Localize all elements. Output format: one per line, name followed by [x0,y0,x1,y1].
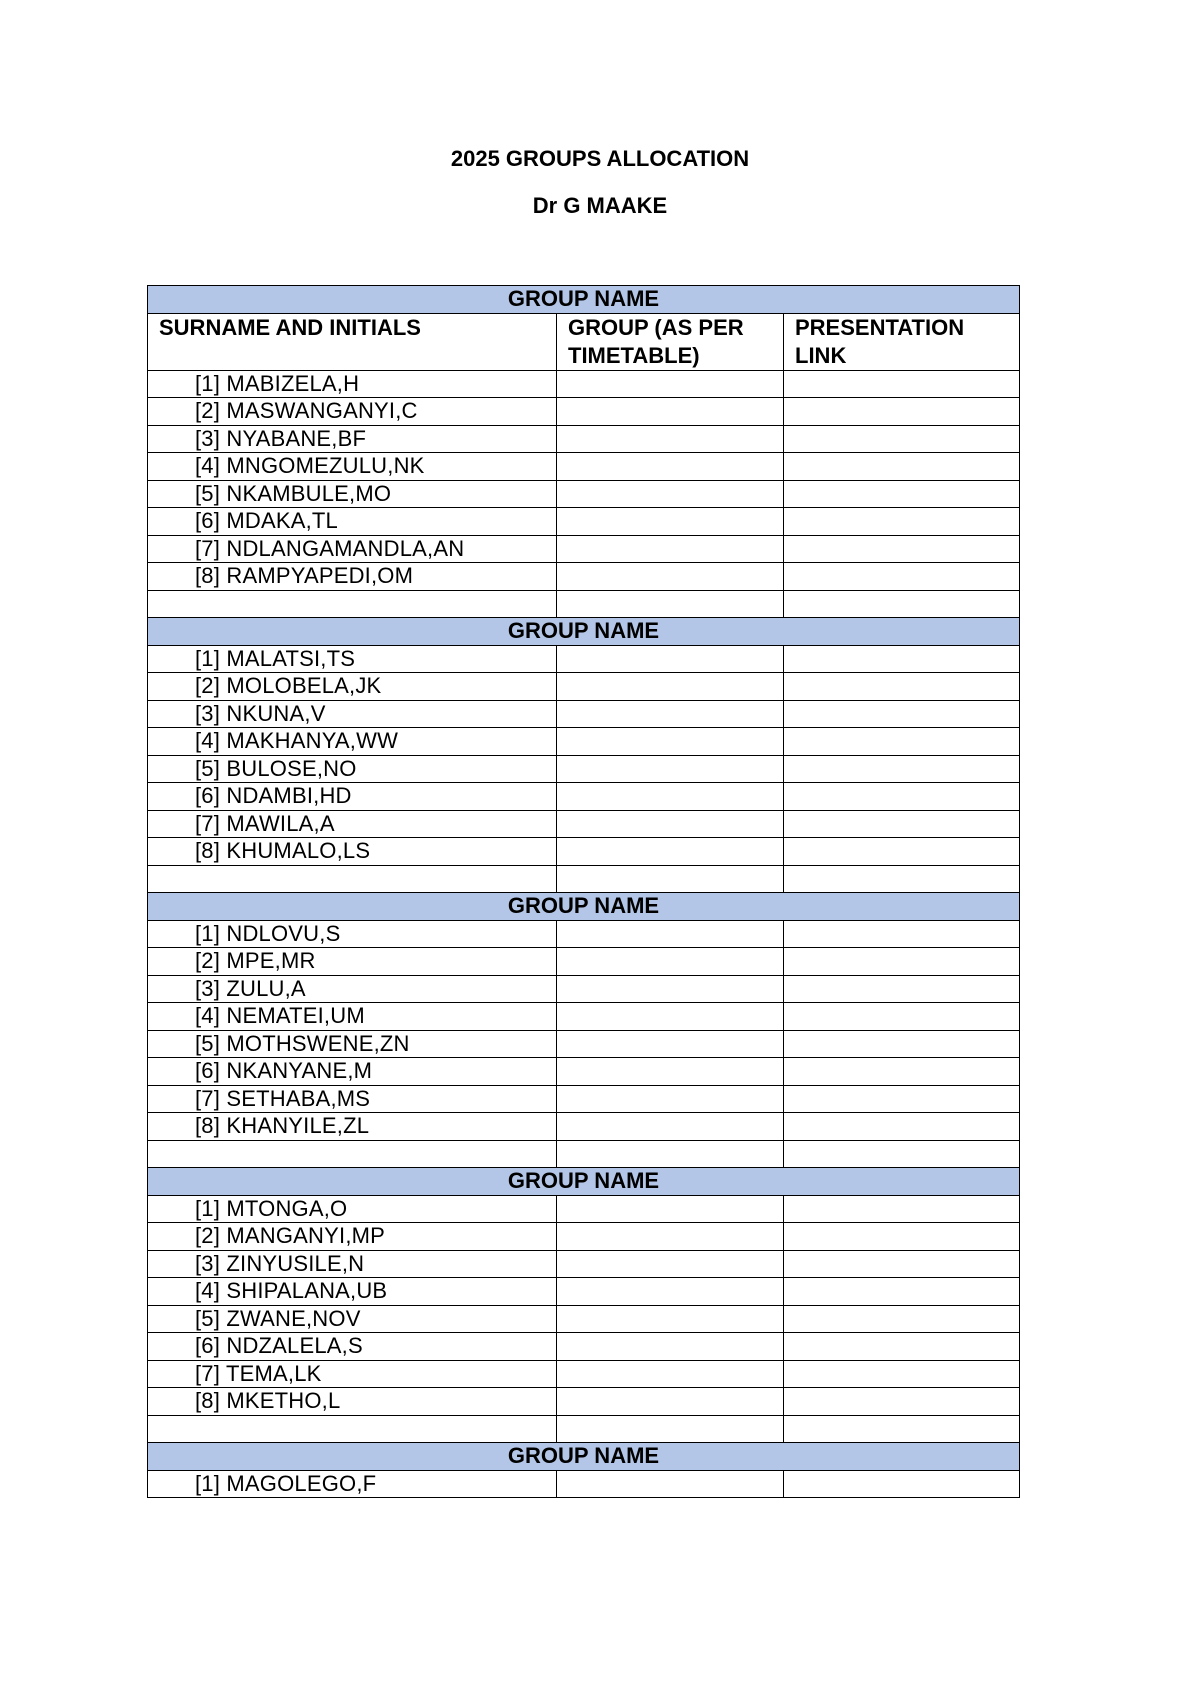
group-cell[interactable] [557,700,784,728]
empty-name-cell[interactable] [148,1140,557,1168]
presentation-link-cell[interactable] [784,1250,1020,1278]
presentation-link-cell[interactable] [784,425,1020,453]
group-cell[interactable] [557,535,784,563]
empty-link-cell[interactable] [784,590,1020,618]
table-row [148,1195,1020,1223]
member-name-cell: [4] NEMATEI,UM [148,1003,557,1031]
presentation-link-cell[interactable] [784,370,1020,398]
member-name-cell: [1] NDLOVU,S [148,920,557,948]
table-row [148,1113,1020,1141]
member-name-cell: [2] MPE,MR [148,948,557,976]
group-cell[interactable] [557,810,784,838]
group-name-label: GROUP NAME [148,1168,1020,1196]
table-row [148,1223,1020,1251]
member-name-cell: [6] MDAKA,TL [148,508,557,536]
presentation-link-cell[interactable] [784,1223,1020,1251]
empty-group-cell[interactable] [557,590,784,618]
table-row [148,1030,1020,1058]
empty-group-cell[interactable] [557,865,784,893]
table-row [148,783,1020,811]
group-cell[interactable] [557,920,784,948]
group-cell[interactable] [557,508,784,536]
empty-group-cell[interactable] [557,1415,784,1443]
group-cell[interactable] [557,563,784,591]
table-row [148,535,1020,563]
table-row [148,920,1020,948]
empty-link-cell[interactable] [784,1140,1020,1168]
empty-link-cell[interactable] [784,1415,1020,1443]
member-name-cell: [5] BULOSE,NO [148,755,557,783]
presentation-link-cell[interactable] [784,508,1020,536]
presentation-link-cell[interactable] [784,728,1020,756]
presentation-link-cell[interactable] [784,783,1020,811]
member-name-cell: [8] KHANYILE,ZL [148,1113,557,1141]
presentation-link-cell[interactable] [784,1305,1020,1333]
group-name-label: GROUP NAME [148,286,1020,314]
table-row [148,370,1020,398]
document-subtitle: Dr G MAAKE [532,193,668,218]
presentation-link-cell[interactable] [784,563,1020,591]
presentation-link-cell[interactable] [784,1003,1020,1031]
presentation-link-cell[interactable] [784,673,1020,701]
table-row [148,1003,1020,1031]
group-cell[interactable] [557,975,784,1003]
group-cell[interactable] [557,453,784,481]
group-cell[interactable] [557,370,784,398]
presentation-link-cell[interactable] [784,1113,1020,1141]
group-cell[interactable] [557,1333,784,1361]
presentation-link-cell[interactable] [784,398,1020,426]
table-row [148,453,1020,481]
presentation-link-cell[interactable] [784,453,1020,481]
presentation-link-cell[interactable] [784,1388,1020,1416]
table-row [148,398,1020,426]
table-row [148,480,1020,508]
empty-group-cell[interactable] [557,1140,784,1168]
group-cell[interactable] [557,425,784,453]
member-name-cell: [2] MASWANGANYI,C [148,398,557,426]
table-row [148,755,1020,783]
table-row [148,673,1020,701]
presentation-link-cell[interactable] [784,1058,1020,1086]
member-name-cell: [2] MOLOBELA,JK [148,673,557,701]
member-name-cell: [8] KHUMALO,LS [148,838,557,866]
table-row [148,838,1020,866]
group-cell[interactable] [557,755,784,783]
group-cell[interactable] [557,645,784,673]
surname-column-header: SURNAME AND INITIALS [148,313,557,370]
table-row [148,1388,1020,1416]
group-cell[interactable] [557,1360,784,1388]
member-name-cell: [8] RAMPYAPEDI,OM [148,563,557,591]
member-name-cell: [6] NDAMBI,HD [148,783,557,811]
group-header-row [148,286,1020,314]
group-cell[interactable] [557,398,784,426]
presentation-link-cell[interactable] [784,700,1020,728]
table-row [148,1278,1020,1306]
presentation-link-cell[interactable] [784,920,1020,948]
presentation-link-cell[interactable] [784,1030,1020,1058]
table-row [148,508,1020,536]
presentation-link-cell[interactable] [784,1360,1020,1388]
group-header-row [148,618,1020,646]
group-cell[interactable] [557,1113,784,1141]
group-header-row [148,893,1020,921]
group-cell[interactable] [557,1470,784,1498]
member-name-cell: [5] MOTHSWENE,ZN [148,1030,557,1058]
empty-name-cell[interactable] [148,590,557,618]
table-row [148,810,1020,838]
presentation-link-cell[interactable] [784,1333,1020,1361]
allocation-table-body [148,286,1020,1498]
member-name-cell: [7] MAWILA,A [148,810,557,838]
table-row [148,700,1020,728]
presentation-link-cell[interactable] [784,645,1020,673]
group-cell[interactable] [557,1030,784,1058]
empty-row [148,1140,1020,1168]
presentation-link-cell[interactable] [784,810,1020,838]
group-cell[interactable] [557,948,784,976]
table-row [148,948,1020,976]
member-name-cell: [1] MALATSI,TS [148,645,557,673]
allocation-table [147,285,1020,1498]
member-name-cell: [7] NDLANGAMANDLA,AN [148,535,557,563]
member-name-cell: [3] ZINYUSILE,N [148,1250,557,1278]
member-name-cell: [4] MNGOMEZULU,NK [148,453,557,481]
column-header-row [148,313,1020,370]
presentation-link-cell[interactable] [784,1195,1020,1223]
group-cell[interactable] [557,1250,784,1278]
member-name-cell: [3] NKUNA,V [148,700,557,728]
presentation-link-cell[interactable] [784,975,1020,1003]
group-cell[interactable] [557,838,784,866]
presentation-link-cell[interactable] [784,755,1020,783]
table-row [148,1058,1020,1086]
group-cell[interactable] [557,1278,784,1306]
table-row [148,1333,1020,1361]
table-row [148,1085,1020,1113]
group-cell[interactable] [557,1305,784,1333]
empty-row [148,590,1020,618]
member-name-cell: [5] NKAMBULE,MO [148,480,557,508]
group-cell[interactable] [557,1223,784,1251]
member-name-cell: [1] MAGOLEGO,F [148,1470,557,1498]
group-header-row [148,1168,1020,1196]
member-name-cell: [8] MKETHO,L [148,1388,557,1416]
table-row [148,1250,1020,1278]
presentation-link-cell[interactable] [784,535,1020,563]
member-name-cell: [3] NYABANE,BF [148,425,557,453]
presentation-link-column-header: PRESENTATION LINK [784,313,1020,370]
member-name-cell: [6] NDZALELA,S [148,1333,557,1361]
group-name-label: GROUP NAME [148,1443,1020,1471]
group-column-header: GROUP (AS PER TIMETABLE) [557,313,784,370]
member-name-cell: [7] SETHABA,MS [148,1085,557,1113]
table-row [148,645,1020,673]
table-row [148,563,1020,591]
member-name-cell: [2] MANGANYI,MP [148,1223,557,1251]
group-cell[interactable] [557,1388,784,1416]
group-cell[interactable] [557,480,784,508]
presentation-link-cell[interactable] [784,1278,1020,1306]
presentation-link-cell[interactable] [784,838,1020,866]
group-name-label: GROUP NAME [148,618,1020,646]
empty-name-cell[interactable] [148,1415,557,1443]
member-name-cell: [5] ZWANE,NOV [148,1305,557,1333]
presentation-link-cell[interactable] [784,948,1020,976]
group-cell[interactable] [557,1003,784,1031]
member-name-cell: [6] NKANYANE,M [148,1058,557,1086]
member-name-cell: [4] SHIPALANA,UB [148,1278,557,1306]
table-row [148,1305,1020,1333]
member-name-cell: [3] ZULU,A [148,975,557,1003]
empty-name-cell[interactable] [148,865,557,893]
presentation-link-cell[interactable] [784,1470,1020,1498]
empty-row [148,1415,1020,1443]
group-cell[interactable] [557,783,784,811]
table-row [148,1470,1020,1498]
group-name-label: GROUP NAME [148,893,1020,921]
document-title: 2025 GROUPS ALLOCATION [450,146,750,171]
table-row [148,425,1020,453]
group-header-row [148,1443,1020,1471]
group-cell[interactable] [557,1195,784,1223]
member-name-cell: [1] MABIZELA,H [148,370,557,398]
empty-link-cell[interactable] [784,865,1020,893]
group-cell[interactable] [557,1085,784,1113]
table-row [148,1360,1020,1388]
member-name-cell: [7] TEMA,LK [148,1360,557,1388]
member-name-cell: [1] MTONGA,O [148,1195,557,1223]
group-cell[interactable] [557,728,784,756]
presentation-link-cell[interactable] [784,1085,1020,1113]
empty-row [148,865,1020,893]
table-row [148,728,1020,756]
group-cell[interactable] [557,1058,784,1086]
table-row [148,975,1020,1003]
member-name-cell: [4] MAKHANYA,WW [148,728,557,756]
group-cell[interactable] [557,673,784,701]
presentation-link-cell[interactable] [784,480,1020,508]
